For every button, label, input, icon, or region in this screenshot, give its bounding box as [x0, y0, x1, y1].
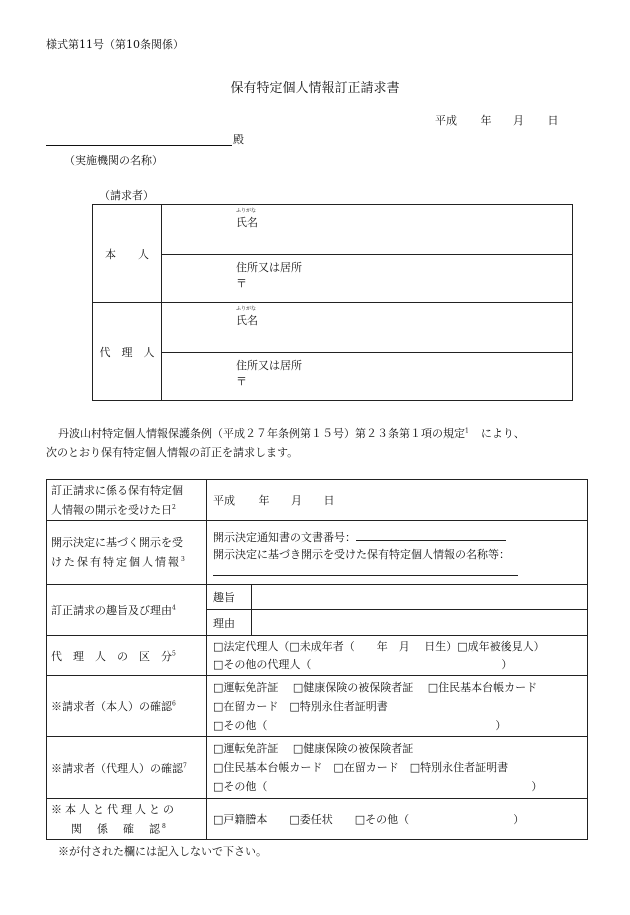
disclosed-info-label-1: 開示決定に基づく開示を受 — [51, 536, 183, 550]
self-name-label: 氏名 — [236, 215, 258, 229]
self-address-label: 住所又は居所 — [236, 260, 302, 274]
agent-postal-mark: 〒 — [236, 374, 247, 388]
disclosure-date-label-2: 人情報の開示を受けた日 — [51, 503, 172, 517]
relation-sup: 8 — [162, 822, 166, 830]
relation-label — [47, 799, 207, 840]
page-title: 保有特定個人情報訂正請求書 — [230, 81, 400, 96]
purpose-label-text: 訂正請求の趣旨及び理由 — [51, 604, 172, 617]
agent-address-label: 住所又は居所 — [236, 358, 302, 372]
disclosure-date-label — [47, 480, 207, 521]
disclosed-info-sup: 3 — [181, 556, 187, 564]
header-date — [435, 112, 559, 128]
relation-field[interactable] — [207, 799, 588, 840]
disclosure-date-month: 月 — [291, 494, 302, 507]
self-verify-label — [47, 676, 207, 737]
disclosure-date-field[interactable] — [207, 480, 588, 521]
self-address-field[interactable] — [162, 255, 573, 303]
requester-table — [92, 204, 573, 401]
requester-caption: （請求者） — [99, 189, 154, 202]
self-postal-mark: 〒 — [236, 276, 247, 290]
reason-input[interactable] — [252, 610, 588, 636]
agent-address-field[interactable] — [162, 353, 573, 401]
disclosure-date-label-1: 訂正請求に係る保有特定個 — [51, 483, 183, 497]
self-verify-line-3b: ） — [495, 718, 507, 732]
agent-label: 代 理 人 — [93, 303, 162, 401]
self-verify-sup: 6 — [172, 700, 176, 708]
disclosure-date-sup: 2 — [172, 503, 176, 511]
agent-type-label — [47, 636, 207, 676]
purpose-label — [47, 585, 207, 636]
date-month: 月 — [513, 114, 524, 127]
date-era: 平成 — [435, 114, 457, 127]
agent-verify-label-text: ※請求者（代理人）の確認 — [51, 761, 183, 775]
agent-type-label-text: 代 理 人 の 区 分 — [51, 649, 172, 663]
disclosed-info-name-input[interactable] — [213, 563, 518, 576]
disclosure-date-era: 平成 — [213, 494, 235, 507]
agent-name-label: 氏名 — [236, 313, 258, 327]
agent-verify-line-1[interactable]: □運転免許証 □健康保険の被保険者証 — [213, 742, 414, 755]
self-furigana: ふりがな — [236, 207, 257, 214]
purpose-input[interactable] — [252, 585, 588, 610]
self-verify-label-text: ※請求者（本人）の確認 — [51, 700, 172, 713]
agent-type-field[interactable] — [207, 636, 588, 676]
intro-sup-1: 1 — [465, 427, 469, 435]
agent-type-sup: 5 — [172, 649, 176, 657]
agent-verify-label — [47, 737, 207, 799]
relation-options[interactable]: □戸籍謄本 □委任状 □その他（ — [213, 813, 410, 826]
addressee-caption: （実施機関の名称） — [64, 154, 163, 167]
disclosed-info-field[interactable] — [207, 521, 588, 585]
disclosure-date-day: 日 — [323, 494, 335, 507]
agent-furigana: ふりがな — [236, 305, 257, 312]
footer-note: ※が付された欄には記入しないで下さい。 — [58, 845, 267, 858]
doc-number-label: 開示決定通知書の文書番号： — [213, 531, 356, 544]
intro-text-1-tail: により、 — [480, 427, 525, 440]
agent-verify-sup: 7 — [183, 761, 187, 769]
intro-text-1: 丹波山村特定個人情報保護条例（平成２７年条例第１５号）第２３条第１項の規定 — [58, 427, 465, 440]
purpose-sup: 4 — [172, 604, 176, 612]
agent-verify-line-3a[interactable]: □その他（ — [213, 780, 268, 793]
disclosed-info-label — [47, 521, 207, 585]
agent-type-line-2b: ） — [501, 657, 513, 671]
agent-name-field[interactable] — [162, 303, 573, 353]
reason-sub-label: 理由 — [207, 610, 252, 636]
relation-label-1: ※本人と代理人との — [51, 802, 177, 816]
agent-verify-line-2[interactable]: □住民基本台帳カード □在留カード □特別永住者証明書 — [213, 761, 509, 774]
self-verify-field[interactable] — [207, 676, 588, 737]
agent-verify-line-3b: ） — [531, 780, 543, 793]
doc-number-input[interactable] — [356, 529, 506, 541]
date-day: 日 — [547, 114, 559, 127]
date-year: 年 — [480, 114, 492, 127]
main-table — [46, 479, 588, 840]
agent-type-line-1[interactable]: □法定代理人（□未成年者（ 年 月 日生）□成年被後見人） — [213, 639, 545, 653]
self-verify-line-3a[interactable]: □その他（ — [213, 718, 268, 732]
self-name-field[interactable] — [162, 205, 573, 255]
disclosed-info-label-2: けた保有特定個人情報 — [51, 555, 181, 569]
addressee-suffix: 殿 — [233, 133, 244, 146]
self-label: 本 人 — [93, 205, 162, 303]
intro-line-1 — [58, 425, 525, 441]
agent-verify-field[interactable] — [207, 737, 588, 799]
addressee-line[interactable] — [46, 145, 232, 146]
relation-close: ） — [513, 813, 525, 826]
agent-type-line-2a[interactable]: □その他の代理人（ — [213, 657, 312, 671]
form-number: 様式第11号（第10条関係） — [46, 38, 184, 51]
purpose-sub-label: 趣旨 — [207, 585, 252, 610]
self-verify-line-2[interactable]: □在留カード □特別永住者証明書 — [213, 699, 388, 713]
relation-label-2: 関 係 確 認 — [71, 822, 162, 836]
disclosure-date-year: 年 — [258, 494, 270, 507]
self-verify-line-1[interactable]: □運転免許証 □健康保険の被保険者証 □住民基本台帳カード — [213, 680, 538, 694]
disclosed-info-name-label: 開示決定に基づき開示を受けた保有特定個人情報の名称等： — [213, 548, 510, 561]
intro-line-2: 次のとおり保有特定個人情報の訂正を請求します。 — [46, 446, 299, 459]
